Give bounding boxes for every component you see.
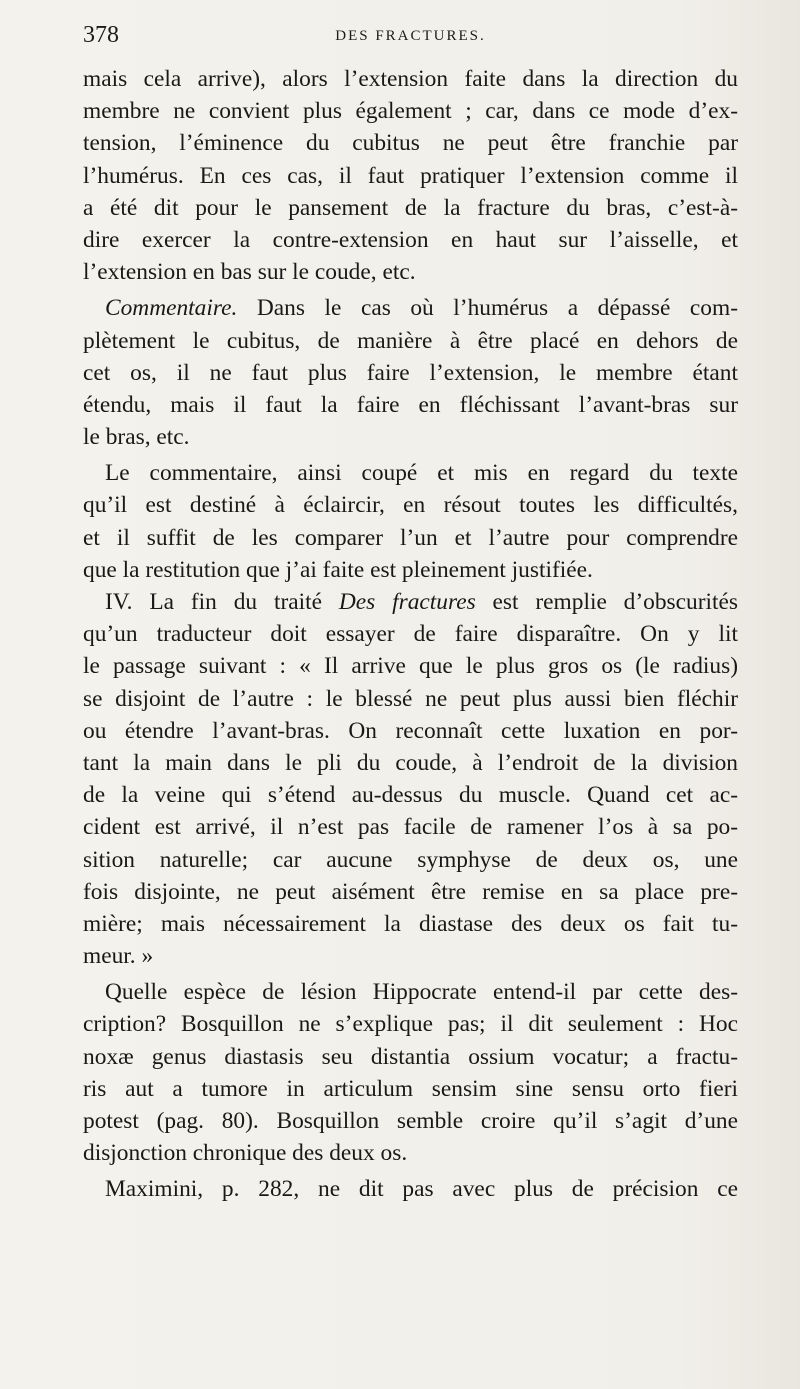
text-line: potest (pag. 80). Bosquillon semble croire qu’il s’agit d’une bbox=[83, 1108, 738, 1134]
text-line bbox=[83, 586, 738, 618]
paragraph bbox=[83, 976, 738, 1169]
text-run: est remplie d’obscurités bbox=[475, 589, 739, 615]
text-line: membre ne convient plus également ; car, dans ce mode d’ex- bbox=[83, 98, 738, 125]
paragraph bbox=[83, 63, 738, 288]
text-line: l’humérus. En ces cas, il faut pratiquer l’extension comme il bbox=[83, 162, 738, 189]
text-line: mais cela arrive), alors l’extension faite dans la direction du bbox=[83, 66, 738, 92]
body-text bbox=[83, 63, 738, 1206]
text-line: a été dit pour le pansement de la fracture du bras, c’est-à- bbox=[83, 194, 738, 221]
text-run: IV. La fin du traité bbox=[105, 589, 339, 615]
text-line: et il suffit de les comparer l’un et l’autre pour comprendre bbox=[83, 524, 738, 551]
text-line: Le commentaire, ainsi coupé et mis en regard du texte bbox=[105, 460, 738, 487]
treatise-title: Des fractures bbox=[338, 589, 476, 615]
text-line: Maximini, p. 282, ne dit pas avec plus de précision ce bbox=[105, 1176, 738, 1203]
text-line: meur. » bbox=[83, 943, 154, 970]
text-line: sition naturelle; car aucune symphyse de deux os, une bbox=[83, 846, 738, 873]
paragraph bbox=[83, 1173, 738, 1205]
text-line: noxæ genus diastasis seu distantia ossium vocatur; a fractu- bbox=[83, 1043, 738, 1070]
running-title: DES FRACTURES. bbox=[335, 28, 486, 44]
text-line: ris aut a tumore in articulum sensim sine sensu orto fieri bbox=[83, 1075, 738, 1102]
text-line: tension, l’éminence du cubitus ne peut être franchie par bbox=[83, 130, 738, 157]
text-line: fois disjointe, ne peut aisément être remise en sa place pre- bbox=[83, 878, 738, 905]
text-line: plètement le cubitus, de manière à être placé en dehors de bbox=[83, 327, 738, 354]
text-line: que la restitution que j’ai faite est pleinement justifiée. bbox=[83, 556, 593, 583]
running-head bbox=[83, 22, 738, 58]
text-line: tant la main dans le pli du coude, à l’endroit de la division bbox=[83, 749, 738, 776]
text-line: cription? Bosquillon ne s’explique pas; il dit seulement : Hoc bbox=[83, 1011, 738, 1038]
text-line: dire exercer la contre-extension en haut sur l’aisselle, et bbox=[83, 226, 738, 253]
paragraph-iv bbox=[83, 586, 738, 972]
page-number: 378 bbox=[83, 22, 119, 48]
paragraph bbox=[83, 457, 738, 586]
text-line: Quelle espèce de lésion Hippocrate entend-il par cette des- bbox=[105, 979, 738, 1006]
text-line: se disjoint de l’autre : le blessé ne peut plus aussi bien fléchir bbox=[83, 685, 738, 712]
text-line: qu’il est destiné à éclaircir, en résout toutes les difficultés, bbox=[83, 492, 738, 519]
text-line: le passage suivant : « Il arrive que le plus gros os (le radius) bbox=[83, 653, 738, 680]
text-line: cet os, il ne faut plus faire l’extension, le membre étant bbox=[83, 359, 738, 386]
text-line bbox=[83, 292, 738, 324]
text-line: ou étendre l’avant-bras. On reconnaît cette luxation en por- bbox=[83, 717, 738, 744]
text-run: Dans le cas où l’humérus a dépassé com- bbox=[237, 295, 738, 322]
text-line: cident est arrivé, il n’est pas facile de ramener l’os à sa po- bbox=[83, 814, 738, 841]
paragraph-commentaire bbox=[83, 292, 738, 453]
text-line: qu’un traducteur doit essayer de faire disparaître. On y lit bbox=[83, 621, 738, 648]
commentaire-label: Commentaire. bbox=[105, 295, 238, 322]
text-line: le bras, etc. bbox=[83, 424, 190, 451]
text-line: étendu, mais il faut la faire en fléchissant l’avant-bras sur bbox=[83, 391, 738, 418]
text-line: disjonction chronique des deux os. bbox=[83, 1140, 408, 1167]
text-line: de la veine qui s’étend au-dessus du muscle. Quand cet ac- bbox=[83, 782, 738, 809]
text-line: l’extension en bas sur le coude, etc. bbox=[83, 259, 416, 286]
text-line: mière; mais nécessairement la diastase des deux os fait tu- bbox=[83, 910, 738, 937]
